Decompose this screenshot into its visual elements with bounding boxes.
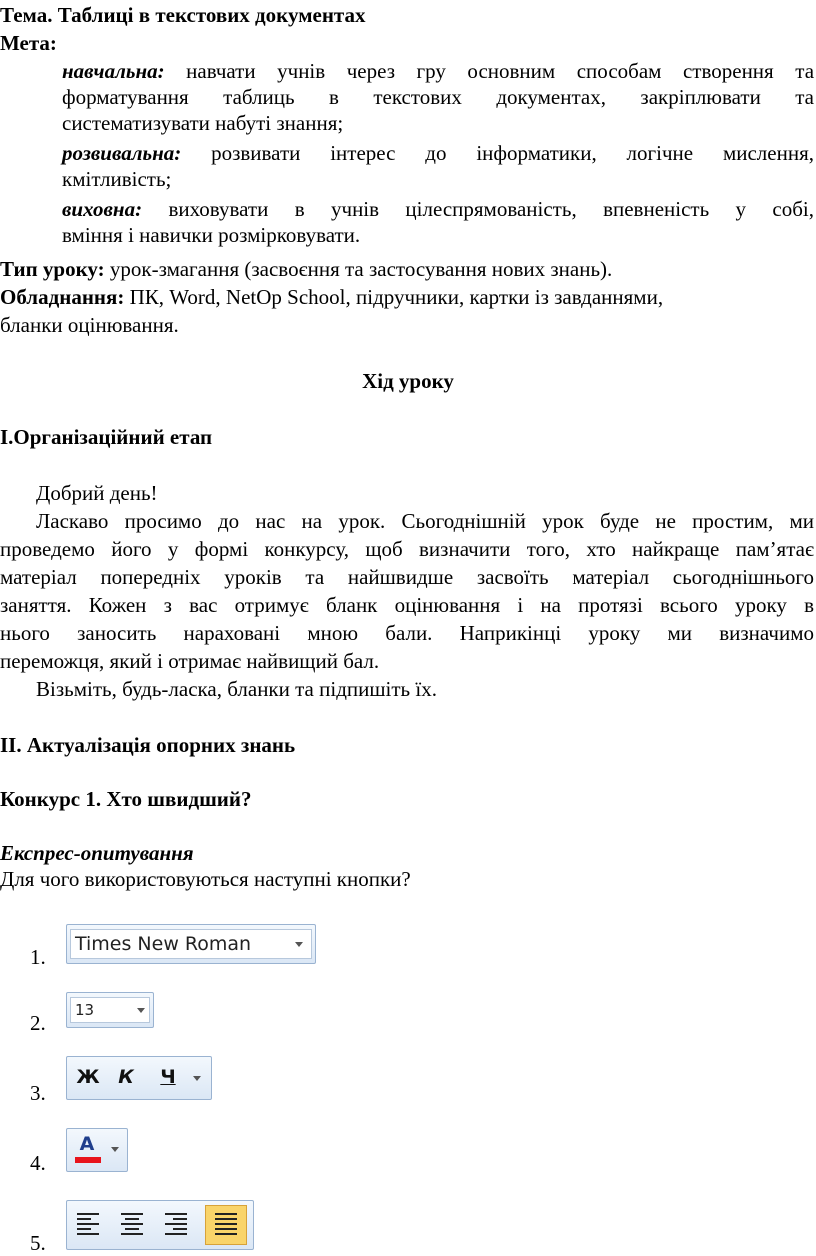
font-size-value: 13 (75, 1001, 95, 1019)
underline-button[interactable]: Ч (160, 1066, 176, 1088)
goal-edu-line3: систематизувати набуті знання; (62, 111, 344, 135)
lesson-type: Тип уроку: урок-змагання (засвоєння та застосування нових знань). (0, 257, 613, 281)
goal-edu-line1: навчальна: навчати учнів через гру основним способам створення та (62, 59, 815, 83)
paragraph-line: переможця, який і отримає найвищий бал. (0, 649, 380, 673)
justify-button[interactable] (205, 1205, 247, 1245)
font-color-bar (75, 1157, 101, 1163)
font-size-toolbar (66, 992, 154, 1028)
alignment-toolbar (66, 1200, 254, 1250)
topic-line: Тема. Таблиці в текстових документах (0, 3, 366, 27)
item-number: 3. (30, 1081, 46, 1105)
chevron-down-icon[interactable] (295, 942, 303, 947)
item-number: 2. (30, 1011, 46, 1035)
greeting: Добрий день! (36, 481, 158, 505)
italic-button[interactable]: К (118, 1066, 134, 1088)
item-number: 4. (30, 1151, 46, 1175)
align-right-icon[interactable] (165, 1213, 187, 1238)
paragraph-line: заняття. Кожен з вас отримує бланк оцінювання і на протязі всього уроку в (0, 593, 814, 617)
goal-label: Мета: (0, 31, 57, 55)
course-title: Хід уроку (362, 369, 454, 393)
font-color-toolbar (66, 1128, 128, 1172)
item-number: 1. (30, 945, 46, 969)
align-justify-icon (215, 1213, 237, 1238)
stage1-title: I.Організаційний етап (0, 425, 213, 449)
goal-up-line2: вміння і навички розмірковувати. (62, 223, 361, 247)
font-name-value: Times New Roman (75, 933, 252, 955)
bold-button[interactable]: Ж (76, 1066, 100, 1088)
paragraph-line: Ласкаво просимо до нас на урок. Сьогоднішній урок буде не простим, ми (36, 509, 814, 533)
quiz-title: Експрес-опитування (0, 841, 194, 865)
font-size-combo[interactable] (70, 997, 150, 1023)
instruction: Візьміть, будь-ласка, бланки та підпишіть їх. (36, 677, 437, 701)
paragraph-line: проведемо його у формі конкурсу, щоб визначити того, хто найкраще пам’ятає (0, 537, 814, 561)
lesson-equipment: Обладнання: ПК, Word, NetOp School, підручники, картки із завданнями, (0, 285, 664, 309)
font-color-button[interactable]: A (79, 1133, 95, 1155)
align-center-icon[interactable] (121, 1213, 143, 1238)
item-number: 5. (30, 1231, 46, 1255)
align-left-icon[interactable] (77, 1213, 99, 1238)
chevron-down-icon[interactable] (111, 1147, 119, 1152)
chevron-down-icon[interactable] (137, 1008, 145, 1013)
lesson-equipment-cont: бланки оцінювання. (0, 313, 179, 337)
contest-title: Конкурс 1. Хто швидший? (0, 787, 252, 811)
paragraph-line: нього заносить нараховані мною бали. Наприкінці уроку ми визначимо (0, 621, 814, 645)
font-style-toolbar (66, 1056, 212, 1100)
stage2-title: II. Актуалізація опорних знань (0, 733, 296, 757)
goal-edu-line2: форматування таблиць в текстових документах, закріплювати та (62, 85, 814, 109)
font-name-combo[interactable] (70, 929, 312, 959)
chevron-down-icon[interactable] (193, 1076, 201, 1081)
question: Для чого використовуються наступні кнопки? (0, 867, 411, 891)
paragraph-line: матеріал попередніх уроків та найшвидше засвоїть матеріал сьогоднішнього (0, 565, 814, 589)
font-name-toolbar (66, 924, 316, 964)
goal-up-line1: виховна: виховувати в учнів цілеспрямованість, впевненість у собі, (62, 197, 814, 221)
goal-dev-line2: кмітливість; (62, 167, 172, 191)
goal-dev-line1: розвивальна: розвивати інтерес до інформатики, логічне мислення, (62, 141, 814, 165)
